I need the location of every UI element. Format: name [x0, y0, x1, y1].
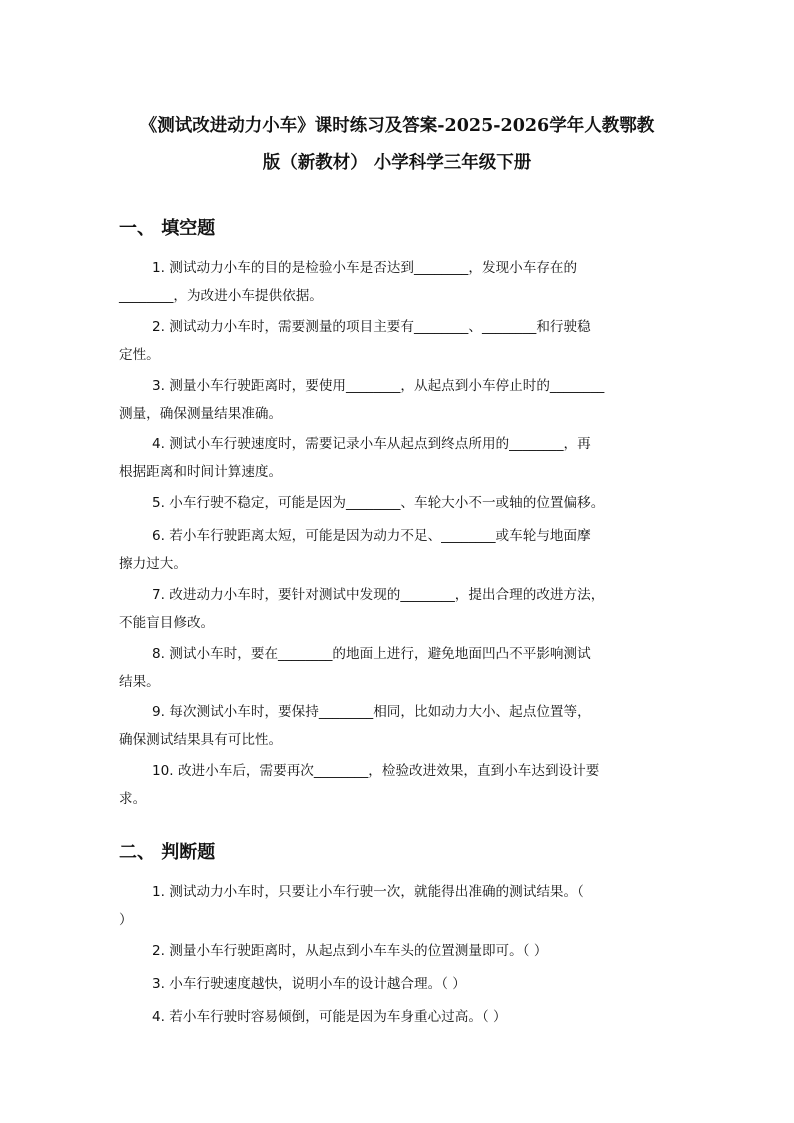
question-text-line: 8. 测试小车时，要在________的地面上进行，避免地面凹凸不平影响测试: [152, 646, 591, 662]
question-text-line: 测量，确保测量结果准确。: [119, 406, 283, 422]
question-text-line: 2. 测量小车行驶距离时，从起点到小车车头的位置测量即可。（ ）: [152, 943, 548, 959]
true-false-question-3: [119, 970, 675, 998]
true-false-question-2: [119, 937, 675, 965]
question-text-line: 结果。: [119, 674, 160, 690]
question-text-line: 7. 改进动力小车时，要针对测试中发现的________，提出合理的改进方法，: [152, 587, 605, 603]
fill-blank-question-5: [119, 489, 675, 517]
true-false-question-1: [119, 878, 675, 934]
question-text-line: 1. 测试动力小车的目的是检验小车是否达到________，发现小车存在的: [152, 260, 578, 276]
document-title-line1: 《测试改进动力小车》课时练习及答案-2025-2026学年人教鄂教: [139, 116, 655, 136]
question-text-line: 6. 若小车行驶距离太短，可能是因为动力不足、________或车轮与地面摩: [152, 528, 591, 544]
question-text-line: 确保测试结果具有可比性。: [119, 732, 283, 748]
fill-blank-question-2: [119, 313, 675, 369]
section-heading-true-false: 二、 判断题: [119, 842, 216, 863]
question-text-line: 3. 小车行驶速度越快，说明小车的设计越合理。（ ）: [152, 976, 466, 992]
question-text-line: 5. 小车行驶不稳定，可能是因为________、车轮大小不一或轴的位置偏移。: [152, 495, 605, 511]
question-text-line: 10. 改进小车后，需要再次________，检验改进效果，直到小车达到设计要: [152, 763, 600, 779]
question-text-line: 4. 若小车行驶时容易倾倒，可能是因为车身重心过高。（ ）: [152, 1009, 507, 1025]
fill-blank-question-8: [119, 640, 675, 696]
question-text-line: 2. 测试动力小车时，需要测量的项目主要有________、________和行驶稳: [152, 319, 591, 335]
fill-blank-question-10: [119, 757, 675, 813]
fill-blank-question-6: [119, 522, 675, 578]
fill-blank-question-1: [119, 254, 675, 310]
section-heading-fill-blank: 一、 填空题: [119, 218, 216, 239]
question-text-line: ）: [119, 912, 133, 928]
question-text-line: ________，为改进小车提供依据。: [119, 288, 323, 304]
question-text-line: 1. 测试动力小车时，只要让小车行驶一次，就能得出准确的测试结果。（: [152, 884, 584, 900]
question-text-line: 定性。: [119, 347, 160, 363]
fill-blank-question-9: [119, 698, 675, 754]
question-text-line: 不能盲目修改。: [119, 615, 215, 631]
question-text-line: 求。: [119, 791, 147, 807]
question-text-line: 擦力过大。: [119, 556, 187, 572]
fill-blank-question-7: [119, 581, 675, 637]
true-false-question-4: [119, 1003, 675, 1031]
question-text-line: 4. 测试小车行驶速度时，需要记录小车从起点到终点所用的________，再: [152, 436, 591, 452]
fill-blank-question-3: [119, 372, 675, 428]
question-text-line: 根据距离和时间计算速度。: [119, 464, 283, 480]
question-text-line: 9. 每次测试小车时，要保持________相同，比如动力大小、起点位置等，: [152, 704, 591, 720]
document-title-line2: 版（新教材） 小学科学三年级下册: [262, 153, 532, 173]
fill-blank-question-4: [119, 430, 675, 486]
question-text-line: 3. 测量小车行驶距离时，要使用________，从起点到小车停止时的________: [152, 378, 605, 394]
